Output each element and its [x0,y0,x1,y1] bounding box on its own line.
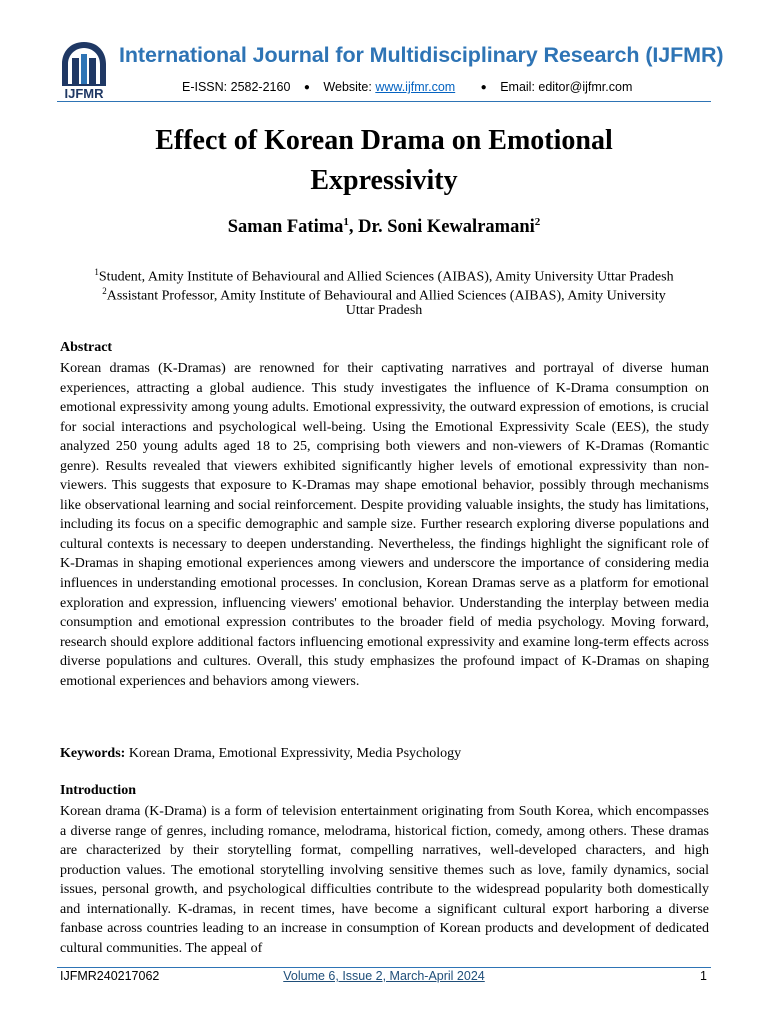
journal-abbrev: (IJFMR) [645,43,724,67]
journal-logo [58,40,110,100]
author-1: Saman Fatima [227,217,344,238]
paper-id: IJFMR240217062 [60,969,160,983]
bullet-separator: ● [480,82,487,93]
contact-line [182,80,632,94]
email: Email: editor@ijfmr.com [500,80,633,94]
logo-text: IJFMR [64,86,104,100]
abstract-text: Korean dramas (K-Dramas) are renowned for their captivating narratives and portrayal of diverse human experiences, attracting a global audience. This study investigates the influence of K-Drama consumption on emotional expressivity among young adults. Emotional expressivity, the outward expression of emotions, is crucial for social interactions and psychological well-being. Using the Emotional Expressivity Scale (EES), the study analyzed 250 young adults aged 18 to 25, comprising both viewers and non-viewers of K-Dramas (Romantic genre). Results revealed that viewers exhibited significantly higher levels of emotional expressivity than non-viewers. This suggests that exposure to K-Dramas may shape emotional behavior, possibly through mechanisms like observational learning and social reinforcement. Despite providing valuable insights, the study has limitations, including its focus on a specific demographic and sample size. Further research exploring diverse populations and cultural contexts is necessary to deepen understanding. Nevertheless, the findings highlight the significant role of K-Dramas in shaping emotional experiences among viewers and underscore the importance of considering media influences in understanding emotional processes. In conclusion, Korean Dramas serve as a platform for emotional exploration and expression, influencing viewers' emotional behavior. Understanding the interplay between media consumption and emotional expression contributes to the broader field of media psychology. Moving forward, research should explore additional factors influencing emotional expressivity and examine long-term effects across diverse populations and cultures. Overall, this study emphasizes the profound impact of K-Dramas on shaping emotional experiences and behaviors among viewers. [60,361,709,689]
affiliation-1-text: Student, Amity Institute of Behavioural and Allied Sciences (AIBAS), Amity University Uttar Pradesh [98,269,674,285]
journal-title [119,43,723,68]
website-link[interactable]: www.ijfmr.com [375,80,456,94]
title-line-1: Effect of Korean Drama on Emotional [155,125,613,156]
keywords-label: Keywords: [60,746,126,761]
author-line [60,216,708,238]
bullet-separator: ● [303,82,310,93]
affiliation-1-sup: 1 [94,267,99,277]
keywords [60,746,461,762]
journal-name: International Journal for Multidisciplinary Research [119,43,640,67]
affiliation-2-cont: Uttar Pradesh [345,303,423,318]
page-number: 1 [700,969,707,983]
author-separator: , [348,217,359,238]
website-label: Website: [323,80,372,94]
paper-title [60,121,708,201]
author-1-sup: 1 [343,216,349,228]
title-line-2: Expressivity [310,165,458,196]
header-divider [57,101,711,102]
eissn: E-ISSN: 2582-2160 [182,80,291,94]
author-2-sup: 2 [534,216,541,228]
affiliation-2-sup: 2 [102,286,107,296]
author-2: Dr. Soni Kewalramani [358,217,535,238]
affiliation-2-text: Assistant Professor, Amity Institute of Behavioural and Allied Sciences (AIBAS), Amity University [106,288,666,304]
keywords-text: Korean Drama, Emotional Expressivity, Media Psychology [125,746,462,761]
introduction-text: Korean drama (K-Drama) is a form of television entertainment originating from South Korea, which encompasses a diverse range of genres, including romance, melodrama, historical fiction, comedy, among others. These dramas are characterized by their storytelling format, compelling narratives, well-developed characters, and high production values. The emotional storytelling involving sensitive themes such as love, family dynamics, social issues, personal growth, and psychological difficulties contribute to the widespread popularity both domestically and internationally. K-dramas, in recent times, have become a significant cultural export harboring a diverse fanbase across countries leading to an increase in consumption of Korean products and development of dedicated cultural communities. The appeal of [60,804,709,956]
footer-divider [57,967,711,968]
issue-info[interactable]: Volume 6, Issue 2, March-April 2024 [283,969,485,983]
logo-emblem-icon [58,40,110,100]
abstract-heading: Abstract [60,340,113,355]
introduction-heading: Introduction [60,783,136,798]
